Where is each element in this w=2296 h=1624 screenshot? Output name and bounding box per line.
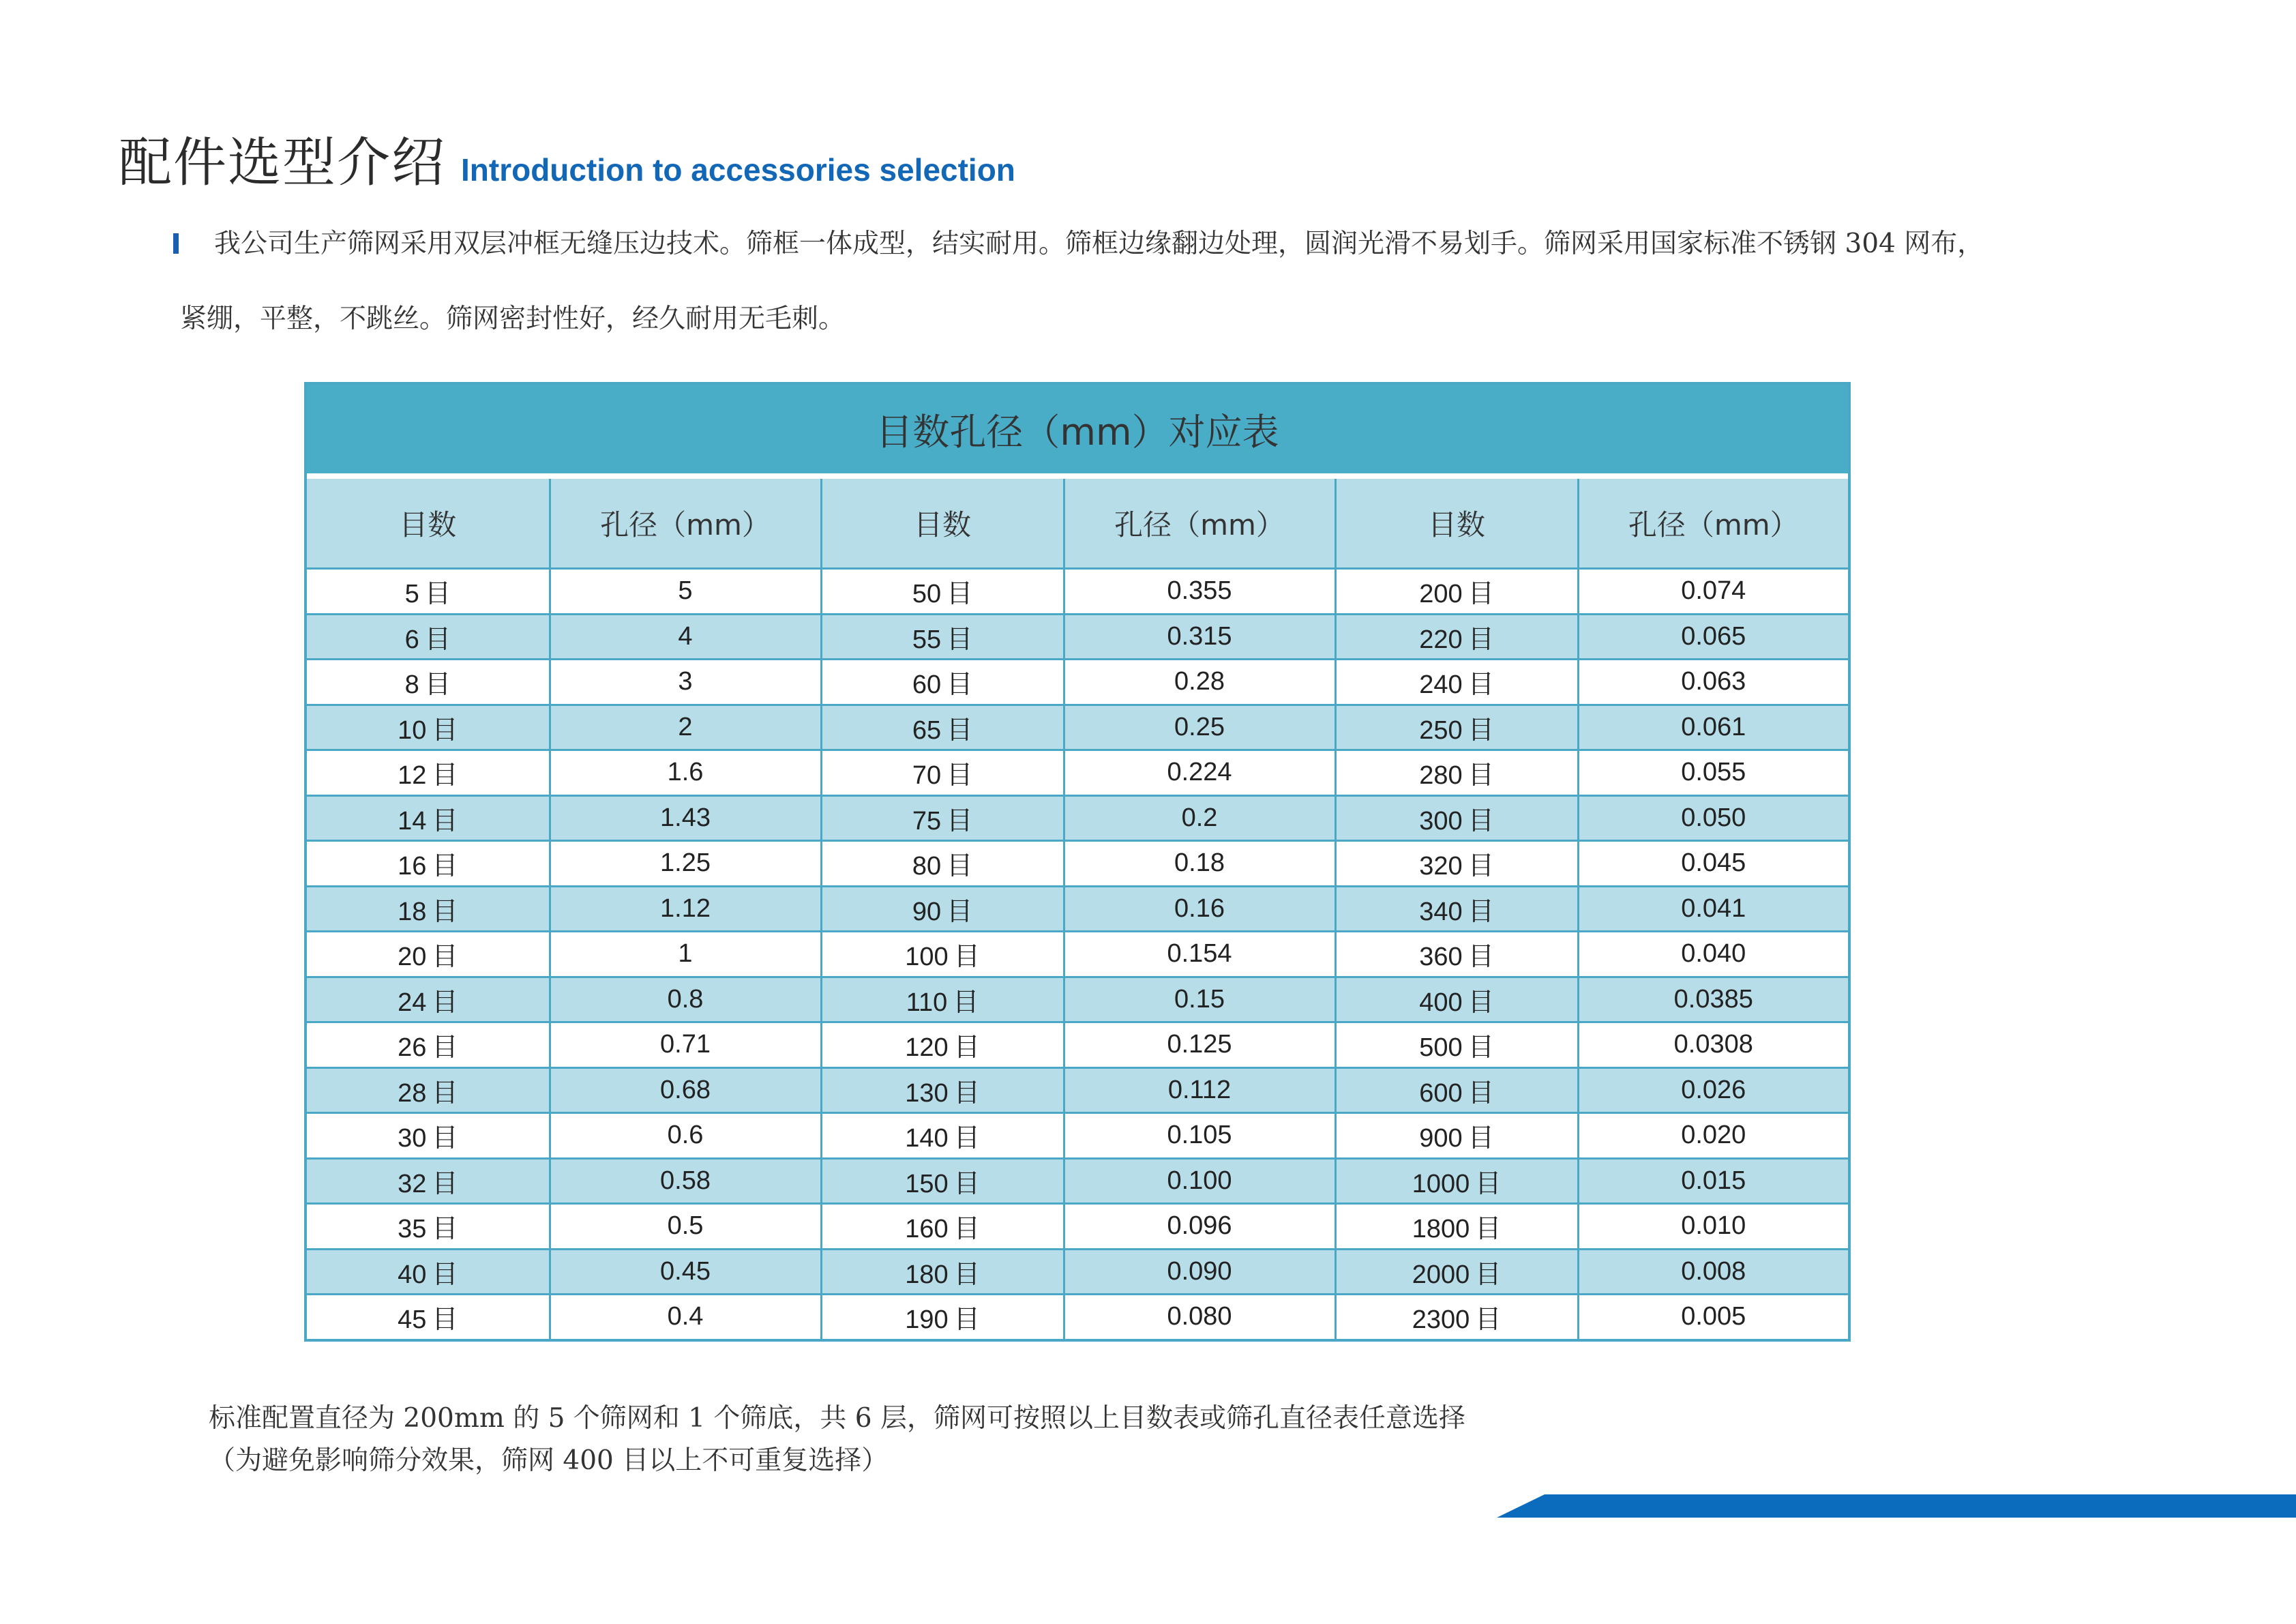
mesh-count-value: 14 bbox=[398, 806, 427, 836]
aperture-cell bbox=[1578, 795, 1848, 841]
mesh-unit-label: 目 bbox=[1467, 714, 1494, 745]
mesh-count-cell bbox=[821, 750, 1064, 796]
aperture-cell bbox=[550, 932, 821, 977]
mesh-count-cell bbox=[307, 886, 550, 932]
table-row bbox=[307, 932, 1848, 977]
mesh-unit-label: 目 bbox=[1467, 896, 1494, 926]
aperture-cell bbox=[550, 660, 821, 705]
aperture-value: 0.4 bbox=[667, 1302, 704, 1331]
mesh-count-value: 60 bbox=[912, 670, 942, 700]
aperture-cell bbox=[550, 1204, 821, 1250]
mesh-count-cell bbox=[1335, 614, 1578, 660]
mesh-unit-label: 目 bbox=[432, 1032, 458, 1063]
aperture-value: 1 bbox=[678, 939, 693, 969]
aperture-cell bbox=[1064, 1067, 1335, 1113]
mesh-count-cell bbox=[1335, 795, 1578, 841]
mesh-count-value: 100 bbox=[905, 943, 949, 972]
table-row bbox=[307, 1295, 1848, 1339]
aperture-cell bbox=[1064, 660, 1335, 705]
page-title-cn: 配件选型介绍 bbox=[119, 132, 447, 194]
aperture-cell bbox=[550, 705, 821, 750]
mesh-count-cell bbox=[821, 1249, 1064, 1295]
table-row bbox=[307, 750, 1848, 796]
aperture-cell bbox=[1578, 1158, 1848, 1204]
mesh-count-cell bbox=[1335, 1022, 1578, 1068]
aperture-value: 0.112 bbox=[1167, 1075, 1232, 1104]
table-row bbox=[307, 569, 1848, 615]
aperture-cell bbox=[550, 569, 821, 615]
aperture-value: 0.074 bbox=[1681, 576, 1746, 606]
table-row bbox=[307, 977, 1848, 1022]
mesh-count-value: 24 bbox=[398, 988, 427, 1017]
mesh-unit-label: 目 bbox=[953, 1168, 980, 1198]
mesh-unit-label: 目 bbox=[953, 1304, 980, 1335]
mesh-unit-label: 目 bbox=[432, 1077, 458, 1108]
mesh-count-cell bbox=[307, 1113, 550, 1159]
aperture-cell bbox=[1578, 1204, 1848, 1250]
aperture-cell bbox=[1578, 614, 1848, 660]
mesh-count-value: 8 bbox=[404, 670, 419, 700]
aperture-value: 0.008 bbox=[1681, 1256, 1746, 1286]
mesh-count-cell bbox=[1335, 841, 1578, 887]
mesh-count-value: 55 bbox=[912, 625, 942, 654]
mesh-count-value: 320 bbox=[1419, 852, 1463, 881]
aperture-value: 5 bbox=[678, 576, 693, 606]
mesh-count-value: 75 bbox=[912, 806, 942, 836]
mesh-unit-label: 目 bbox=[953, 1032, 980, 1063]
aperture-value: 0.026 bbox=[1681, 1075, 1746, 1104]
mesh-count-value: 140 bbox=[905, 1124, 949, 1153]
mesh-count-cell bbox=[1335, 750, 1578, 796]
mesh-unit-label: 目 bbox=[946, 714, 973, 745]
aperture-cell bbox=[1064, 1113, 1335, 1159]
mesh-unit-label: 目 bbox=[1467, 851, 1494, 881]
page-header bbox=[119, 120, 1015, 196]
aperture-value: 0.080 bbox=[1167, 1302, 1232, 1331]
table-body bbox=[307, 569, 1848, 1339]
mesh-count-value: 35 bbox=[398, 1215, 427, 1244]
aperture-value: 0.15 bbox=[1174, 984, 1225, 1014]
mesh-count-cell bbox=[1335, 1113, 1578, 1159]
aperture-value: 0.045 bbox=[1681, 848, 1746, 878]
mesh-count-value: 30 bbox=[398, 1124, 427, 1153]
mesh-unit-label: 目 bbox=[1467, 578, 1494, 609]
aperture-value: 0.125 bbox=[1167, 1030, 1232, 1059]
mesh-unit-label: 目 bbox=[953, 986, 979, 1017]
mesh-count-value: 150 bbox=[905, 1169, 949, 1198]
aperture-value: 0.18 bbox=[1174, 848, 1225, 878]
aperture-value: 0.8 bbox=[667, 984, 704, 1014]
mesh-count-cell bbox=[1335, 1158, 1578, 1204]
mesh-count-value: 18 bbox=[398, 897, 427, 926]
mesh-count-cell bbox=[307, 1204, 550, 1250]
aperture-value: 0.25 bbox=[1174, 712, 1225, 741]
table-row bbox=[307, 1249, 1848, 1295]
aperture-value: 0.2 bbox=[1181, 803, 1218, 832]
mesh-count-value: 180 bbox=[905, 1260, 949, 1289]
mesh-unit-label: 目 bbox=[953, 1123, 980, 1153]
aperture-cell bbox=[1064, 614, 1335, 660]
mesh-count-cell bbox=[307, 977, 550, 1022]
mesh-count-value: 28 bbox=[398, 1078, 427, 1108]
mesh-count-cell bbox=[307, 569, 550, 615]
aperture-cell bbox=[1064, 977, 1335, 1022]
mesh-count-cell bbox=[307, 795, 550, 841]
mesh-count-value: 70 bbox=[912, 761, 942, 791]
aperture-cell bbox=[1064, 1249, 1335, 1295]
mesh-count-cell bbox=[821, 1022, 1064, 1068]
aperture-value: 0.71 bbox=[660, 1030, 711, 1059]
aperture-cell bbox=[1064, 750, 1335, 796]
mesh-count-value: 130 bbox=[905, 1078, 949, 1108]
mesh-count-cell bbox=[821, 614, 1064, 660]
mesh-count-value: 280 bbox=[1419, 761, 1463, 791]
decorative-blue-bar bbox=[1497, 1494, 2296, 1518]
header-mesh-2: 目数 bbox=[821, 479, 1064, 569]
aperture-cell bbox=[550, 1113, 821, 1159]
mesh-count-value: 45 bbox=[398, 1305, 427, 1335]
aperture-cell bbox=[550, 841, 821, 887]
aperture-value: 0.58 bbox=[660, 1166, 711, 1195]
mesh-count-cell bbox=[821, 886, 1064, 932]
aperture-cell bbox=[1578, 1113, 1848, 1159]
mesh-unit-label: 目 bbox=[1475, 1304, 1502, 1335]
mesh-unit-label: 目 bbox=[432, 1258, 458, 1289]
mesh-count-cell bbox=[1335, 569, 1578, 615]
mesh-unit-label: 目 bbox=[1467, 1032, 1494, 1063]
header-aperture-3: 孔径（mm） bbox=[1578, 479, 1848, 569]
config-note-restriction: （为避免影响筛分效果，筛网 400 目以上不可重复选择） bbox=[209, 1445, 889, 1476]
mesh-count-cell bbox=[1335, 705, 1578, 750]
aperture-cell bbox=[1064, 795, 1335, 841]
table-row bbox=[307, 1204, 1848, 1250]
mesh-count-cell bbox=[307, 614, 550, 660]
mesh-count-value: 2000 bbox=[1412, 1260, 1470, 1289]
mesh-count-cell bbox=[821, 977, 1064, 1022]
mesh-unit-label: 目 bbox=[946, 623, 973, 654]
mesh-unit-label: 目 bbox=[1475, 1213, 1502, 1244]
aperture-value: 1.6 bbox=[667, 758, 704, 787]
aperture-cell bbox=[550, 1158, 821, 1204]
table-row bbox=[307, 660, 1848, 705]
mesh-unit-label: 目 bbox=[1467, 986, 1494, 1017]
mesh-count-value: 5 bbox=[404, 580, 419, 609]
aperture-value: 0.100 bbox=[1167, 1166, 1232, 1195]
mesh-unit-label: 目 bbox=[432, 1213, 458, 1244]
aperture-value: 0.105 bbox=[1167, 1121, 1232, 1150]
mesh-count-value: 65 bbox=[912, 715, 942, 745]
mesh-count-cell bbox=[821, 569, 1064, 615]
mesh-unit-label: 目 bbox=[946, 669, 973, 700]
aperture-value: 0.315 bbox=[1167, 621, 1232, 651]
mesh-unit-label: 目 bbox=[946, 760, 973, 791]
page-title-en: Introduction to accessories selection bbox=[461, 152, 1015, 188]
aperture-value: 0.020 bbox=[1681, 1121, 1746, 1150]
aperture-value: 0.005 bbox=[1681, 1302, 1746, 1331]
table-row bbox=[307, 886, 1848, 932]
intro-bullet-marker bbox=[173, 233, 179, 254]
mesh-count-value: 200 bbox=[1419, 580, 1463, 609]
aperture-cell bbox=[1578, 1067, 1848, 1113]
aperture-cell bbox=[550, 750, 821, 796]
table-row bbox=[307, 1022, 1848, 1068]
mesh-count-value: 90 bbox=[912, 897, 942, 926]
mesh-count-cell bbox=[821, 932, 1064, 977]
aperture-value: 0.68 bbox=[660, 1075, 711, 1104]
mesh-count-value: 120 bbox=[905, 1033, 949, 1063]
mesh-count-value: 12 bbox=[398, 761, 427, 791]
mesh-count-cell bbox=[307, 1067, 550, 1113]
aperture-value: 0.040 bbox=[1681, 939, 1746, 969]
aperture-value: 2 bbox=[678, 712, 693, 741]
mesh-unit-label: 目 bbox=[432, 714, 458, 745]
mesh-count-value: 240 bbox=[1419, 670, 1463, 700]
mesh-unit-label: 目 bbox=[946, 851, 973, 881]
aperture-cell bbox=[550, 886, 821, 932]
mesh-count-cell bbox=[821, 1158, 1064, 1204]
table-row bbox=[307, 1067, 1848, 1113]
mesh-count-cell bbox=[821, 660, 1064, 705]
aperture-value: 0.0308 bbox=[1673, 1030, 1753, 1059]
mesh-count-cell bbox=[1335, 1204, 1578, 1250]
mesh-count-value: 340 bbox=[1419, 897, 1463, 926]
mesh-unit-label: 目 bbox=[1467, 941, 1494, 972]
mesh-unit-label: 目 bbox=[946, 805, 973, 836]
mesh-count-cell bbox=[1335, 1295, 1578, 1339]
table-row bbox=[307, 705, 1848, 750]
mesh-count-cell bbox=[821, 841, 1064, 887]
aperture-cell bbox=[1578, 569, 1848, 615]
mesh-count-cell bbox=[307, 1022, 550, 1068]
header-mesh-1: 目数 bbox=[307, 479, 550, 569]
aperture-cell bbox=[1578, 750, 1848, 796]
table-header-row bbox=[307, 479, 1848, 569]
mesh-unit-label: 目 bbox=[1475, 1168, 1502, 1198]
aperture-value: 0.015 bbox=[1681, 1166, 1746, 1195]
aperture-value: 0.224 bbox=[1167, 758, 1232, 787]
mesh-count-value: 250 bbox=[1419, 715, 1463, 745]
aperture-cell bbox=[1064, 569, 1335, 615]
mesh-count-value: 1000 bbox=[1412, 1169, 1470, 1198]
aperture-value: 1.25 bbox=[660, 848, 711, 878]
mesh-unit-label: 目 bbox=[953, 941, 980, 972]
aperture-cell bbox=[550, 1022, 821, 1068]
aperture-value: 1.12 bbox=[660, 894, 711, 923]
mesh-count-value: 110 bbox=[906, 988, 948, 1017]
aperture-cell bbox=[1578, 932, 1848, 977]
table-row bbox=[307, 795, 1848, 841]
mesh-count-cell bbox=[307, 750, 550, 796]
table-row bbox=[307, 614, 1848, 660]
mesh-count-cell bbox=[1335, 660, 1578, 705]
mesh-unit-label: 目 bbox=[1467, 1123, 1494, 1153]
aperture-value: 0.041 bbox=[1681, 894, 1746, 923]
table-row bbox=[307, 841, 1848, 887]
mesh-count-value: 160 bbox=[905, 1215, 949, 1244]
mesh-count-cell bbox=[1335, 932, 1578, 977]
mesh-unit-label: 目 bbox=[432, 986, 458, 1017]
aperture-cell bbox=[1578, 886, 1848, 932]
mesh-unit-label: 目 bbox=[432, 1304, 458, 1335]
mesh-count-value: 26 bbox=[398, 1033, 427, 1063]
header-aperture-2: 孔径（mm） bbox=[1064, 479, 1335, 569]
aperture-cell bbox=[1578, 841, 1848, 887]
aperture-value: 0.010 bbox=[1681, 1211, 1746, 1241]
mesh-count-value: 500 bbox=[1419, 1033, 1463, 1063]
mesh-count-cell bbox=[1335, 1067, 1578, 1113]
mesh-unit-label: 目 bbox=[953, 1258, 980, 1289]
aperture-cell bbox=[1578, 1022, 1848, 1068]
mesh-aperture-table bbox=[304, 382, 1851, 1342]
mesh-count-value: 900 bbox=[1419, 1124, 1463, 1153]
aperture-value: 0.16 bbox=[1174, 894, 1225, 923]
mesh-count-cell bbox=[821, 795, 1064, 841]
mesh-count-value: 2300 bbox=[1412, 1305, 1470, 1335]
mesh-count-cell bbox=[307, 705, 550, 750]
mesh-count-value: 1800 bbox=[1412, 1215, 1470, 1244]
aperture-cell bbox=[1578, 1249, 1848, 1295]
aperture-cell bbox=[550, 977, 821, 1022]
aperture-value: 0.154 bbox=[1167, 939, 1232, 969]
mesh-unit-label: 目 bbox=[432, 896, 458, 926]
mesh-unit-label: 目 bbox=[432, 1168, 458, 1198]
table-row bbox=[307, 1113, 1848, 1159]
mesh-count-value: 50 bbox=[912, 580, 942, 609]
aperture-value: 1.43 bbox=[660, 803, 711, 832]
mesh-unit-label: 目 bbox=[432, 1123, 458, 1153]
aperture-value: 0.0385 bbox=[1673, 984, 1753, 1014]
mesh-count-cell bbox=[1335, 886, 1578, 932]
aperture-cell bbox=[1064, 1204, 1335, 1250]
mesh-unit-label: 目 bbox=[432, 851, 458, 881]
mesh-unit-label: 目 bbox=[1467, 623, 1494, 654]
aperture-cell bbox=[550, 1067, 821, 1113]
aperture-value: 4 bbox=[678, 621, 693, 651]
mesh-count-cell bbox=[307, 1295, 550, 1339]
aperture-value: 0.090 bbox=[1167, 1256, 1232, 1286]
header-mesh-3: 目数 bbox=[1335, 479, 1578, 569]
mesh-unit-label: 目 bbox=[424, 578, 451, 609]
aperture-value: 0.065 bbox=[1681, 621, 1746, 651]
mesh-count-value: 80 bbox=[912, 852, 942, 881]
mesh-count-value: 600 bbox=[1419, 1078, 1463, 1108]
mesh-count-value: 360 bbox=[1419, 943, 1463, 972]
aperture-cell bbox=[1064, 705, 1335, 750]
aperture-cell bbox=[1064, 1158, 1335, 1204]
mesh-count-cell bbox=[307, 660, 550, 705]
mesh-unit-label: 目 bbox=[953, 1077, 980, 1108]
aperture-value: 0.355 bbox=[1167, 576, 1232, 606]
mesh-unit-label: 目 bbox=[946, 578, 973, 609]
mesh-count-cell bbox=[1335, 1249, 1578, 1295]
mesh-unit-label: 目 bbox=[1475, 1258, 1502, 1289]
mesh-count-cell bbox=[821, 1204, 1064, 1250]
mesh-count-value: 190 bbox=[905, 1305, 949, 1335]
aperture-value: 0.050 bbox=[1681, 803, 1746, 832]
mesh-unit-label: 目 bbox=[1467, 669, 1494, 700]
intro-paragraph-line-1: 我公司生产筛网采用双层冲框无缝压边技术。筛框一体成型，结实耐用。筛框边缘翻边处理，圆润光滑不易划手。筛网采用国家标准不锈钢 304 网布， bbox=[214, 228, 1984, 259]
aperture-value: 3 bbox=[678, 667, 693, 696]
aperture-value: 0.061 bbox=[1681, 712, 1746, 741]
mesh-count-cell bbox=[821, 1067, 1064, 1113]
aperture-cell bbox=[1578, 1295, 1848, 1339]
mesh-count-cell bbox=[821, 1113, 1064, 1159]
intro-paragraph-line-2: 紧绷，平整，不跳丝。筛网密封性好，经久耐用无毛刺。 bbox=[180, 304, 846, 334]
mesh-count-cell bbox=[307, 1158, 550, 1204]
mesh-count-value: 400 bbox=[1419, 988, 1463, 1017]
aperture-cell bbox=[1064, 841, 1335, 887]
aperture-value: 0.45 bbox=[660, 1256, 711, 1286]
aperture-cell bbox=[1064, 886, 1335, 932]
mesh-count-cell bbox=[821, 705, 1064, 750]
aperture-value: 0.063 bbox=[1681, 667, 1746, 696]
mesh-count-cell bbox=[307, 1249, 550, 1295]
config-note: 标准配置直径为 200mm 的 5 个筛网和 1 个筛底，共 6 层，筛网可按照以上目数表或筛孔直径表任意选择 bbox=[209, 1403, 1466, 1434]
aperture-cell bbox=[550, 1249, 821, 1295]
mesh-count-cell bbox=[821, 1295, 1064, 1339]
aperture-cell bbox=[1064, 932, 1335, 977]
mesh-unit-label: 目 bbox=[946, 896, 973, 926]
mesh-unit-label: 目 bbox=[1467, 760, 1494, 791]
mesh-unit-label: 目 bbox=[424, 669, 451, 700]
mesh-unit-label: 目 bbox=[1467, 805, 1494, 836]
aperture-value: 0.5 bbox=[667, 1211, 704, 1241]
mesh-count-value: 32 bbox=[398, 1169, 427, 1198]
mesh-count-value: 300 bbox=[1419, 806, 1463, 836]
mesh-unit-label: 目 bbox=[432, 760, 458, 791]
aperture-value: 0.28 bbox=[1174, 667, 1225, 696]
aperture-cell bbox=[550, 1295, 821, 1339]
aperture-cell bbox=[1064, 1295, 1335, 1339]
mesh-count-value: 20 bbox=[398, 943, 427, 972]
mesh-unit-label: 目 bbox=[432, 941, 458, 972]
mesh-count-cell bbox=[307, 841, 550, 887]
mesh-unit-label: 目 bbox=[953, 1213, 980, 1244]
mesh-count-value: 40 bbox=[398, 1260, 427, 1289]
aperture-cell bbox=[1578, 705, 1848, 750]
mesh-unit-label: 目 bbox=[424, 623, 451, 654]
aperture-cell bbox=[550, 614, 821, 660]
mesh-unit-label: 目 bbox=[432, 805, 458, 836]
aperture-value: 0.055 bbox=[1681, 758, 1746, 787]
mesh-table-grid bbox=[307, 479, 1848, 1339]
aperture-cell bbox=[1064, 1022, 1335, 1068]
aperture-cell bbox=[1578, 977, 1848, 1022]
mesh-count-value: 10 bbox=[398, 715, 427, 745]
mesh-unit-label: 目 bbox=[1467, 1077, 1494, 1108]
aperture-value: 0.096 bbox=[1167, 1211, 1232, 1241]
table-title: 目数孔径（mm）对应表 bbox=[307, 385, 1848, 479]
header-aperture-1: 孔径（mm） bbox=[550, 479, 821, 569]
mesh-count-value: 6 bbox=[404, 625, 419, 654]
table-row bbox=[307, 1158, 1848, 1204]
aperture-cell bbox=[1578, 660, 1848, 705]
mesh-count-cell bbox=[307, 932, 550, 977]
aperture-cell bbox=[550, 795, 821, 841]
aperture-value: 0.6 bbox=[667, 1121, 704, 1150]
mesh-count-value: 16 bbox=[398, 852, 427, 881]
mesh-count-cell bbox=[1335, 977, 1578, 1022]
mesh-count-value: 220 bbox=[1419, 625, 1463, 654]
